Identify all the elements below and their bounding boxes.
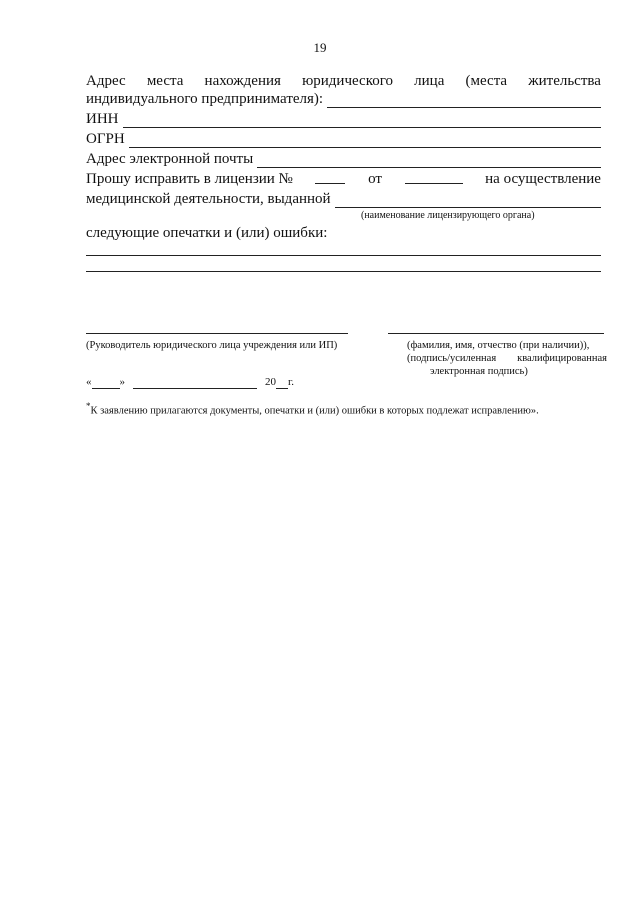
date-line <box>86 376 294 389</box>
request-line-1 <box>86 170 601 188</box>
date-year-suffix: г. <box>288 376 295 388</box>
address-field[interactable] <box>327 93 601 108</box>
head-caption: (Руководитель юридического лица учреждения или ИП) <box>86 340 338 351</box>
address-label: индивидуального предпринимателя): <box>86 91 324 107</box>
address-word: места <box>146 73 184 89</box>
request-text: Прошу исправить в лицензии № <box>86 171 293 187</box>
ogrn-label: ОГРН <box>86 131 125 147</box>
email-label: Адрес электронной почты <box>86 151 254 167</box>
address-line-2 <box>86 90 601 108</box>
name-signature-line[interactable] <box>388 333 604 334</box>
address-word: (места <box>465 73 508 89</box>
date-close-quote: » <box>119 376 125 388</box>
footnote-mark: * <box>86 401 91 411</box>
name-caption: (фамилия, имя, отчество (при наличии)), <box>407 340 590 351</box>
errors-field-line-1[interactable] <box>86 255 601 256</box>
inn-label: ИНН <box>86 111 119 127</box>
page-number: 19 <box>313 40 327 55</box>
address-word: Адрес <box>86 73 126 89</box>
issuing-authority-field[interactable] <box>335 193 601 208</box>
address-word: жительства <box>528 73 601 89</box>
date-day-field[interactable] <box>92 378 120 389</box>
request-purpose-text: на осуществление <box>485 171 601 187</box>
signature-caption-line <box>407 352 607 365</box>
date-open-quote: « <box>86 376 92 388</box>
signature-caption-word-2: квалифицированная <box>517 353 607 364</box>
signature-caption-word-1: (подпись/усиленная <box>407 353 497 364</box>
ogrn-field[interactable] <box>129 133 601 148</box>
footnote-text: К заявлению прилагаются документы, опечатки и (или) ошибки в которых подлежат исправлению». <box>90 405 539 417</box>
address-word: нахождения <box>204 73 281 89</box>
email-field[interactable] <box>257 153 601 168</box>
head-signature-line[interactable] <box>86 333 348 334</box>
date-month-field[interactable] <box>133 378 257 389</box>
email-line <box>86 150 601 168</box>
errors-field-line-2[interactable] <box>86 271 601 272</box>
issued-by-label: медицинской деятельности, выданной <box>86 191 331 207</box>
address-word: юридического <box>302 73 393 89</box>
errors-label: следующие опечатки и (или) ошибки: <box>86 225 328 241</box>
inn-field[interactable] <box>123 113 602 128</box>
ogrn-line <box>86 130 601 148</box>
date-year-prefix: 20 <box>265 376 276 388</box>
footnote <box>86 400 539 418</box>
license-number-field[interactable] <box>315 170 345 184</box>
signature-caption-end: электронная подпись) <box>430 366 528 377</box>
issuing-authority-caption: (наименование лицензирующего органа) <box>361 210 535 221</box>
date-year-field[interactable] <box>276 378 288 389</box>
address-word: лица <box>414 73 445 89</box>
inn-line <box>86 110 601 128</box>
request-line-2 <box>86 190 601 208</box>
address-line-1 <box>86 72 601 90</box>
request-from-label: от <box>368 171 382 187</box>
license-date-field[interactable] <box>405 170 463 184</box>
